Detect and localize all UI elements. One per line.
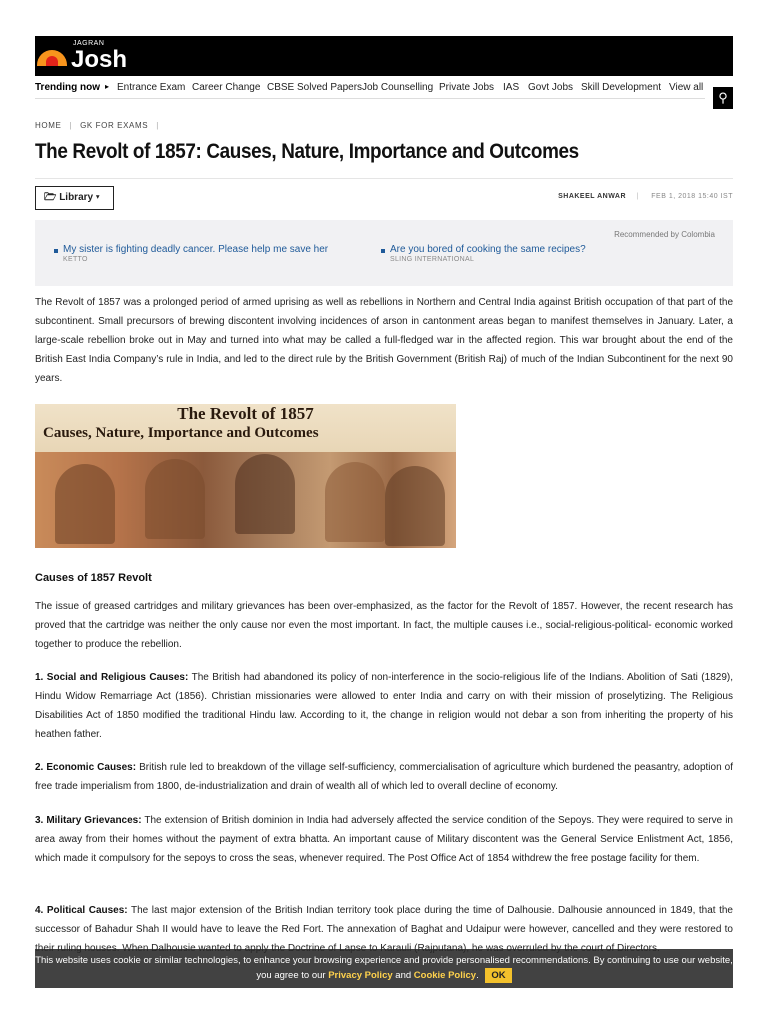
cause-label: 4. Political Causes: bbox=[35, 905, 128, 916]
recommended-source: SLING INTERNATIONAL bbox=[390, 256, 475, 263]
library-label: Library bbox=[59, 192, 94, 203]
jagran-josh-logo[interactable] bbox=[35, 36, 155, 76]
recommended-link[interactable]: My sister is fighting deadly cancer. Please help me save her bbox=[63, 244, 329, 255]
sun-logo-icon bbox=[37, 50, 67, 66]
cause-label: 1. Social and Religious Causes: bbox=[35, 672, 189, 683]
cause-paragraph bbox=[35, 758, 733, 796]
hero-scene-shape bbox=[325, 462, 385, 542]
breadcrumb-home[interactable]: HOME bbox=[35, 121, 62, 130]
recommended-item[interactable] bbox=[63, 244, 328, 263]
nav-item-entrance-exam[interactable]: Entrance Exam bbox=[117, 82, 186, 93]
nav-divider bbox=[35, 98, 705, 99]
intro-paragraph: The Revolt of 1857 was a prolonged period of armed uprising as well as rebellions in Northern and Central India against British occupation of that part of the subcontinent. Small precursors of brewing discontent involving incidences of arson in cantonment areas began to manifest themselves in January. Later, a large-scale rebellion broke out in May and turned into what may be called a full-fledged war in the affected region. This war brought about the end of the British East India Company’s rule in India, and led to the direct rule by the British Government (British Raj) of much of the Indian Subcontinent for the next 90 years. bbox=[35, 297, 733, 384]
page-title: The Revolt of 1857: Causes, Nature, Importance and Outcomes bbox=[35, 140, 579, 163]
hero-scene-shape bbox=[235, 454, 295, 534]
causes-intro-paragraph: The issue of greased cartridges and military grievances has been over-emphasized, as the factor for the Revolt of 1857. However, the recent research has proved that the cartridge was neither the only cause nor even the most important. In fact, the multiple causes i.e., social-religious-political- economic worked together to produce the rebellion. bbox=[35, 601, 733, 650]
nav-item-view-all[interactable]: View all bbox=[669, 82, 704, 93]
cookie-banner bbox=[35, 949, 733, 988]
recommended-source: KETTO bbox=[63, 256, 88, 263]
hero-title: The Revolt of 1857 bbox=[177, 404, 314, 423]
nav-item-govt-jobs[interactable]: Govt Jobs bbox=[528, 82, 574, 93]
bullet-icon bbox=[54, 249, 58, 253]
cause-label: 3. Military Grievances: bbox=[35, 815, 142, 826]
byline-separator: | bbox=[636, 193, 639, 200]
author-name[interactable]: SHAKEEL ANWAR bbox=[558, 193, 627, 200]
title-divider bbox=[35, 178, 733, 179]
cookie-ok-button[interactable]: OK bbox=[485, 968, 511, 983]
recommended-widget bbox=[35, 220, 733, 286]
hero-scene-shape bbox=[55, 464, 115, 544]
recommended-item[interactable] bbox=[390, 244, 586, 263]
cause-text: The extension of British dominion in India had adversely affected the service condition of the Sepoys. They were required to serve in area away from their homes without the payment of extra bhatta. An important cause of Military discontent was the General Service Enlistment Act, 1856, which made it compulsory for the sepoys to cross the seas, whenever required. The Post Office Act of 1854 withdrew the free postage facility for them. bbox=[35, 815, 733, 864]
site-header bbox=[35, 36, 733, 76]
logo-jagran-text: JAGRAN bbox=[73, 40, 105, 47]
search-icon: ⚲ bbox=[718, 90, 728, 105]
recommended-by-label: Recommended by Colombia bbox=[614, 230, 715, 239]
hero-scene-shape bbox=[145, 459, 205, 539]
search-button[interactable] bbox=[713, 87, 733, 109]
nav-item-private-jobs[interactable]: Private Jobs bbox=[439, 82, 495, 93]
cookie-text: This website uses cookie or similar technologies, to enhance your browsing experience and provide personalised recommendations. By continuing to use our website, you agree to our bbox=[35, 955, 733, 981]
hero-subtitle: Causes, Nature, Importance and Outcomes bbox=[43, 425, 319, 441]
nav-item-ias[interactable]: IAS bbox=[503, 82, 520, 93]
nav-item-job-counselling[interactable]: Job Counselling bbox=[362, 82, 434, 93]
nav-item-career-change[interactable]: Career Change bbox=[192, 82, 261, 93]
trending-arrow-icon: ▸ bbox=[105, 82, 110, 91]
nav-item-cbse-solved-papers[interactable]: CBSE Solved Papers bbox=[267, 82, 363, 93]
hero-scene-shape bbox=[385, 466, 445, 546]
trending-nav bbox=[35, 80, 733, 100]
trending-label: Trending now bbox=[35, 82, 100, 93]
revolt-hero-image bbox=[35, 404, 456, 548]
cause-text: The last major extension of the British Indian territory took place during the time of Dalhousie. Dalhousie announced in 1849, that the successor of Bahadur Shah II would have to leave the Red Fort. The annexation of Baghat and Udaipur were however, cancelled and they were restored to bbox=[35, 905, 733, 935]
cause-paragraph bbox=[35, 668, 733, 744]
causes-heading: Causes of 1857 Revolt bbox=[35, 572, 152, 584]
recommended-link[interactable]: Are you bored of cooking the same recipes? bbox=[390, 244, 586, 255]
bullet-icon bbox=[381, 249, 385, 253]
privacy-policy-link[interactable]: Privacy Policy bbox=[328, 970, 393, 981]
logo-josh-text: Josh bbox=[71, 46, 128, 73]
cookie-period: . bbox=[476, 970, 479, 981]
cause-text: British rule led to breakdown of the village self-sufficiency, commercialisation of agriculture which burdened the peasantry, adoption of free trade imperialism from 1800, de-industrialization and drain of wealth all of which led to overall decline of economy. bbox=[35, 762, 733, 792]
nav-item-skill-development[interactable]: Skill Development bbox=[581, 82, 662, 93]
breadcrumb-separator: | bbox=[156, 121, 159, 130]
cookie-policy-link[interactable]: Cookie Policy bbox=[413, 970, 477, 981]
cause-text: The British had abandoned its policy of non-interference in the socio-religious life of the Indians. Abolition of Sati (1829), Hindu Widow Remarriage Act (1856). Christian missionaries were allowed to enter India and carry on with their mission of proselytizing. The Religious Disabilities Act of 1850 modified the traditional Hindu law. According to it, the change in religion would not debar a son from inheriting the property of his heathen father. bbox=[35, 672, 733, 740]
cookie-and: and bbox=[392, 970, 414, 981]
article-byline bbox=[558, 193, 733, 200]
breadcrumb bbox=[35, 121, 167, 130]
cause-label: 2. Economic Causes: bbox=[35, 762, 137, 773]
publish-date: FEB 1, 2018 15:40 IST bbox=[651, 193, 733, 200]
caret-down-icon: ▾ bbox=[95, 192, 100, 203]
folder-icon: 🗁 bbox=[44, 192, 57, 203]
breadcrumb-separator: | bbox=[69, 121, 73, 130]
breadcrumb-gk-for-exams[interactable]: GK FOR EXAMS bbox=[80, 121, 149, 130]
cause-paragraph bbox=[35, 811, 733, 868]
library-dropdown-button[interactable] bbox=[35, 186, 114, 210]
